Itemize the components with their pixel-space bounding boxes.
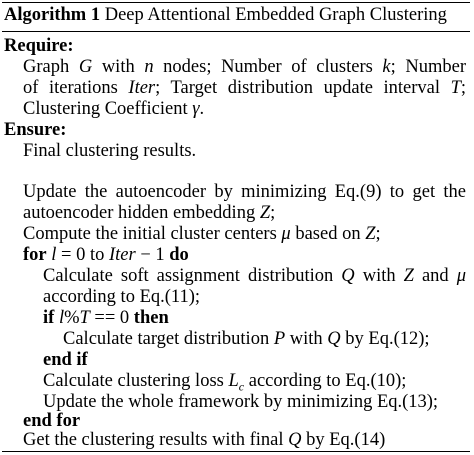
if-condition: l%T == 0 — [58, 308, 130, 328]
for-line — [23, 245, 189, 265]
caption-rule — [2, 31, 470, 32]
step-update-framework: Update the whole framework by minimizing Eq.(13); — [43, 392, 439, 412]
for-keyword: for — [23, 245, 47, 265]
step-init-centers: Compute the initial cluster centers μ based on Z; — [23, 224, 381, 244]
then-keyword: then — [133, 308, 169, 328]
if-line — [43, 308, 169, 328]
require-line-2: of iterations Iter; Target distribution update interval T; — [23, 78, 466, 98]
step-get-results: Get the clustering results with final Q by Eq.(14) — [23, 430, 386, 450]
step-clustering-loss: Calculate clustering loss $L_c$ according to Eq.(10); — [43, 371, 407, 394]
step-target-distribution: Calculate target distribution P with Q by Eq.(12); — [63, 329, 430, 349]
step-soft-assignment-2: according to Eq.(11); — [43, 287, 201, 307]
require-keyword: Require: — [4, 36, 74, 56]
step-update-autoencoder-2: autoencoder hidden embedding Z; — [23, 203, 276, 223]
ensure-keyword: Ensure: — [4, 120, 67, 140]
bottom-rule — [2, 451, 470, 452]
algorithm-label: Algorithm 1 — [4, 5, 101, 25]
step-update-autoencoder-1: Update the autoencoder by minimizing Eq.(9) to get the — [23, 182, 466, 202]
require-line-1: Graph G with n nodes; Number of clusters k; Number — [23, 57, 467, 77]
for-condition: l = 0 to Iter − 1 — [51, 245, 165, 265]
algorithm-caption — [4, 5, 447, 25]
ensure-line: Final clustering results. — [23, 141, 197, 161]
top-rule — [2, 2, 470, 3]
algorithm-title: Deep Attentional Embedded Graph Clustering — [104, 5, 447, 25]
do-keyword: do — [169, 245, 189, 265]
if-keyword: if — [43, 308, 55, 328]
step-soft-assignment-1: Calculate soft assignment distribution Q with Z and μ — [43, 266, 467, 286]
end-if-keyword: end if — [43, 350, 88, 370]
require-line-3: Clustering Coefficient γ. — [23, 99, 205, 119]
end-for-keyword: end for — [23, 411, 81, 431]
